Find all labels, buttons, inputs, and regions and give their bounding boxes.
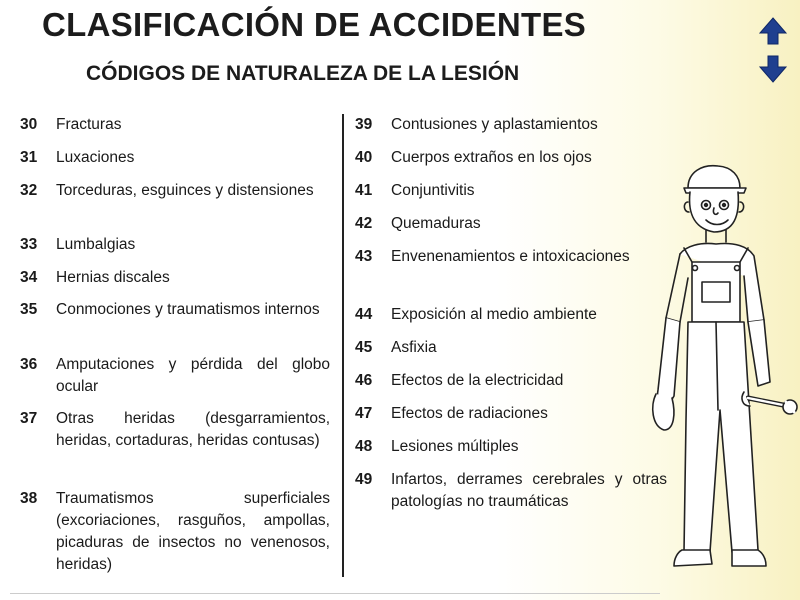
item-code: 46 [355,372,373,389]
list-item [355,469,667,513]
item-text: Amputaciones y pérdida del globo ocular [56,356,330,395]
item-code: 38 [20,490,38,507]
item-text: Hernias discales [56,269,170,286]
list-item [355,403,667,425]
arrow-up-icon[interactable] [758,16,788,46]
list-item [355,370,667,392]
item-code: 30 [20,116,38,133]
worker-with-wrench-icon [640,150,800,590]
list-item [355,246,667,268]
list-item [355,304,667,326]
page-title: CLASIFICACIÓN DE ACCIDENTES [42,6,587,43]
item-code: 47 [355,405,373,422]
item-code: 48 [355,438,373,455]
item-text: Fracturas [56,116,122,133]
item-code: 39 [355,116,373,133]
list-item [20,114,330,136]
item-text: Contusiones y aplastamientos [391,116,598,133]
item-code: 31 [20,149,38,166]
page-subtitle: CÓDIGOS DE NATURALEZA DE LA LESIÓN [86,62,520,85]
list-item [355,337,667,359]
item-text: Traumatismos superficiales (excoriaciones, rasguños, ampollas, picaduras de insectos no venenosos, heridas) [56,490,330,573]
list-item [20,299,330,321]
item-code: 36 [20,356,38,373]
list-item [20,267,330,289]
item-text: Exposición al medio ambiente [391,306,597,323]
column-divider [342,114,344,577]
list-item [20,354,330,398]
arrow-down-icon[interactable] [758,54,788,84]
list-item [355,147,667,169]
item-text: Conmociones y traumatismos internos [56,301,320,318]
item-code: 40 [355,149,373,166]
item-text: Lumbalgias [56,236,136,253]
list-item [20,488,330,576]
item-text: Conjuntivitis [391,182,475,199]
item-text: Quemaduras [391,215,481,232]
item-text: Otras heridas (desgarramientos, heridas, cortaduras, heridas contusas) [56,410,330,449]
item-text: Envenenamientos e intoxicaciones [391,248,630,265]
list-item [355,213,667,235]
item-text: Infartos, derrames cerebrales y otras patologías no traumáticas [391,471,667,510]
list-item [355,114,667,136]
item-text: Asfixia [391,339,437,356]
footer-divider [10,593,660,594]
list-item [355,436,667,458]
item-code: 45 [355,339,373,356]
item-text: Efectos de la electricidad [391,372,564,389]
item-code: 43 [355,248,373,265]
item-text: Luxaciones [56,149,135,166]
item-code: 35 [20,301,38,318]
item-code: 49 [355,471,373,488]
item-text: Efectos de radiaciones [391,405,548,422]
list-item [355,180,667,202]
item-code: 42 [355,215,373,232]
list-item [20,147,330,169]
item-text: Lesiones múltiples [391,438,519,455]
item-code: 34 [20,269,38,286]
item-code: 44 [355,306,373,323]
item-text: Cuerpos extraños en los ojos [391,149,592,166]
item-code: 41 [355,182,373,199]
item-code: 37 [20,410,38,427]
item-code: 32 [20,182,38,199]
item-code: 33 [20,236,38,253]
list-item [20,234,330,256]
list-item [20,408,330,452]
item-text: Torceduras, esguinces y distensiones [56,182,314,199]
list-item [20,180,330,202]
